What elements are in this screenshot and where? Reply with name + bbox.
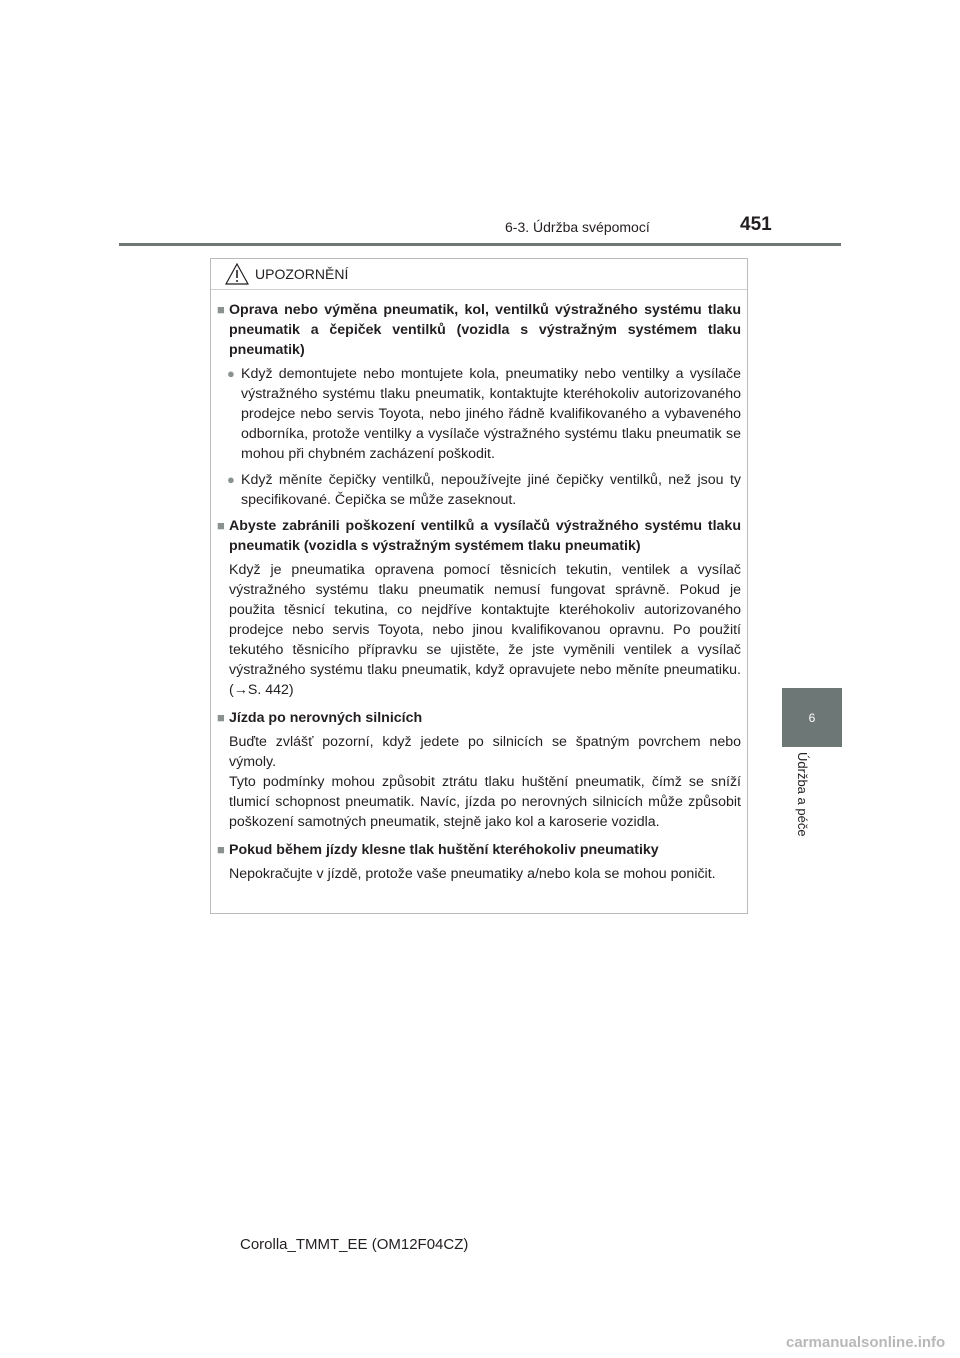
- list-item: [227, 470, 741, 510]
- chapter-number: 6: [808, 710, 816, 725]
- circle-bullet-icon: ●: [227, 472, 235, 487]
- caution-content: [211, 290, 747, 884]
- circle-bullet-icon: ●: [227, 366, 235, 381]
- section-heading: [217, 708, 741, 728]
- section-text: Buďte zvlášť pozorní, když jedete po silnicích se špatným povrchem nebo výmoly. Tyto podmínky mohou způsobit ztrátu tlaku huštění pneumatik, čímž se sníží tlumicí schopnost pneumatik. Navíc, jízda po nerovných silnicích může způsobit poškození samotných pneumatik, stejně jako kol a karoserie vozidla.: [229, 734, 741, 830]
- caution-section: [217, 516, 741, 700]
- header-section-title: 6-3. Údržba svépomocí: [505, 219, 650, 235]
- section-title: Pokud během jízdy klesne tlak huštění kteréhokoliv pneumatiky: [229, 842, 659, 858]
- watermark-text: carmanualsonline.info: [786, 1334, 946, 1351]
- section-heading: [217, 516, 741, 556]
- caution-section: [217, 300, 741, 510]
- caution-box: [210, 258, 748, 914]
- bullet-text: Když demontujete nebo montujete kola, pneumatiky nebo ventilky a vysílače výstražného systému tlaku pneumatik, kontaktujte kteréhokoliv autorizovaného prodejce nebo servis Toyota, nebo jiného řádně kvalifikovaného a vybaveného odborníka, protože ventilky a vysílače výstražného systému tlaku pneumatik se mohou při chybném zacházení poškodit.: [241, 366, 741, 462]
- caution-header: [211, 259, 747, 290]
- list-item: [227, 364, 741, 464]
- warning-triangle-icon: [225, 263, 249, 285]
- header-divider: [119, 243, 841, 246]
- footer-model: Corolla_TMMT_EE (OM12F04CZ): [240, 1236, 469, 1253]
- section-title: Jízda po nerovných silnicích: [229, 710, 423, 726]
- page-number: 451: [740, 214, 772, 235]
- chapter-tab: [782, 688, 842, 747]
- square-bullet-icon: ■: [217, 842, 225, 857]
- section-title: Oprava nebo výměna pneumatik, kol, ventilků výstražného systému tlaku pneumatik a čepiček ventilků (vozidla s výstražným systémem tlaku pneumatik): [229, 302, 741, 358]
- section-text: Nepokračujte v jízdě, protože vaše pneumatiky a/nebo kola se mohou poničit.: [229, 866, 716, 882]
- caution-title: UPOZORNĚNÍ: [255, 266, 349, 282]
- caution-section: [217, 708, 741, 832]
- square-bullet-icon: ■: [217, 302, 225, 317]
- section-title: Abyste zabránili poškození ventilků a vysílačů výstražného systému tlaku pneumatik (vozidla s výstražným systémem tlaku pneumatik): [229, 518, 741, 554]
- caution-section: [217, 840, 741, 884]
- bullet-text: Když měníte čepičky ventilků, nepoužívejte jiné čepičky ventilků, než jsou ty specifikované. Čepička se může zaseknout.: [241, 472, 741, 508]
- section-text: Když je pneumatika opravena pomocí těsnicích tekutin, ventilek a vysílač výstražného systému tlaku pneumatik nemusí fungovat správně. Pokud je použita těsnicí tekutina, co nejdříve kontaktujte kteréhokoliv autorizovaného prodejce nebo servis Toyota, nebo jinou kvalifikovanou opravnu. Po použití tekutého těsnicího přípravku se ujistěte, že jste vyměnili ventilek a vysílač výstražného systému tlaku pneumatik, když opravujete nebo měníte pneumatiku. (→S. 442): [229, 562, 741, 698]
- section-heading: [217, 300, 741, 360]
- chapter-label: Údržba a péče: [795, 752, 810, 837]
- square-bullet-icon: ■: [217, 710, 225, 725]
- square-bullet-icon: ■: [217, 518, 225, 533]
- section-heading: [217, 840, 741, 860]
